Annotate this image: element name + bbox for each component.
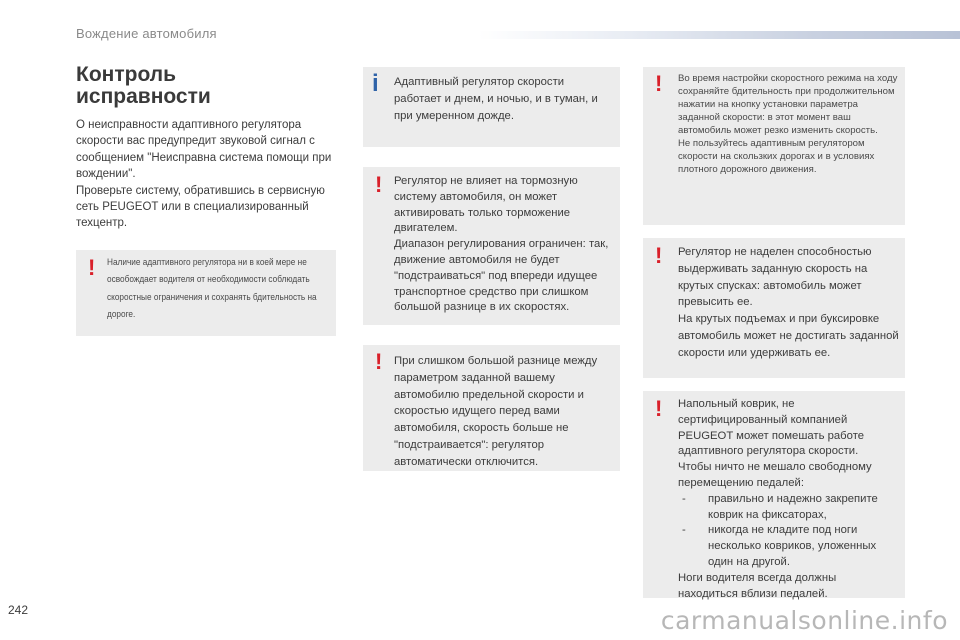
warning-box-speed-limits bbox=[76, 250, 336, 336]
list-item-text: никогда не кладите под ноги несколько ковриков, уложенных один на другой. bbox=[708, 524, 877, 568]
warning-icon: ! bbox=[88, 255, 96, 280]
info-text-weather: Адаптивный регулятор скорости работает и днем, и ночью, и в туман, и при умеренном дожде. bbox=[394, 76, 598, 122]
list-dash: - bbox=[682, 492, 686, 505]
warning-box-braking bbox=[363, 167, 620, 325]
section-title-line1: Контроль bbox=[76, 63, 176, 86]
warning-text-slippery-roads: Не пользуйтесь адаптивным регулятором скорости на скользких дорогах и в условиях плотного дорожного движения. bbox=[678, 138, 875, 175]
page-number: 242 bbox=[8, 603, 29, 617]
warning-text-descents: Регулятор не наделен способностью выдерживать заданную скорость на крутых спусках: автомобиль может превысить ее. bbox=[678, 246, 872, 309]
warning-text-braking: Регулятор не влияет на тормозную систему автомобиля, он может активировать только торможение двигателем. bbox=[394, 175, 578, 235]
list-dash: - bbox=[682, 524, 686, 537]
list-item bbox=[678, 492, 899, 524]
info-icon: i bbox=[372, 70, 379, 97]
warning-icon: ! bbox=[655, 243, 663, 268]
watermark: carmanualsonline.info bbox=[660, 606, 948, 635]
warning-text-feet-position: Ноги водителя всегда должны находиться вблизи педалей. bbox=[678, 571, 837, 600]
intro-text bbox=[76, 117, 338, 232]
warning-text-setting-speed: Во время настройки скоростного режима на ходу сохраняйте бдительность при продолжительном нажатии на кнопку установки параметра заданной скорости: в этот момент ваш автомобиль может резко изменить скорость. bbox=[678, 73, 898, 136]
header-gradient-bar bbox=[478, 31, 960, 39]
warning-text-speed-difference: При слишком большой разнице между параметром заданной вашему автомобилю предельной скорости и скоростью идущего перед вами автомобиля, скорость больше не "подстраивается": регулятор автоматически отключится. bbox=[394, 355, 598, 468]
warning-text-speed-limits: Наличие адаптивного регулятора ни в коей мере не освобождает водителя от необходимости соблюдать скоростные ограничения и сохранять бдительность на дороге. bbox=[107, 257, 317, 321]
warning-text-floor-mat: Напольный коврик, не сертифицированный компанией PEUGEOT может помешать работе адаптивного регулятора скорости. bbox=[678, 398, 865, 458]
warning-box-speed-difference bbox=[363, 345, 620, 471]
warning-box-floor-mat bbox=[643, 391, 905, 598]
list-item bbox=[678, 523, 899, 570]
warning-text-regulation-range: Диапазон регулирования ограничен: так, движение автомобиля не будет "подстраиваться" под впереди идущее транспортное средство при слишком большой разнице в их скоростях. bbox=[394, 238, 609, 314]
warning-text-ascents: На крутых подъемах и при буксировке автомобиль может не достигать заданной скорости или удерживать ее. bbox=[678, 313, 899, 359]
list-item-text: правильно и надежно закрепите коврик на фиксаторах, bbox=[708, 492, 878, 521]
warning-icon: ! bbox=[655, 71, 663, 96]
warning-box-setting-speed bbox=[643, 67, 905, 225]
intro-paragraph-fault: О неисправности адаптивного регулятора скорости вас предупредит звуковой сигнал с сообщением "Неисправна система помощи при вождении". bbox=[76, 119, 332, 181]
warning-icon: ! bbox=[375, 172, 383, 197]
section-title-line2: исправности bbox=[76, 85, 211, 108]
running-header: Вождение автомобиля bbox=[76, 26, 217, 41]
warning-icon: ! bbox=[375, 349, 383, 374]
warning-box-slopes bbox=[643, 238, 905, 378]
info-box-weather bbox=[363, 67, 620, 147]
intro-paragraph-service: Проверьте систему, обратившись в сервисную сеть PEUGEOT или в специализированный техцентр. bbox=[76, 184, 325, 230]
warning-icon: ! bbox=[655, 396, 663, 421]
section-title bbox=[76, 64, 336, 108]
warning-text-pedals-lead: Чтобы ничто не мешало свободному перемещению педалей: bbox=[678, 461, 872, 489]
